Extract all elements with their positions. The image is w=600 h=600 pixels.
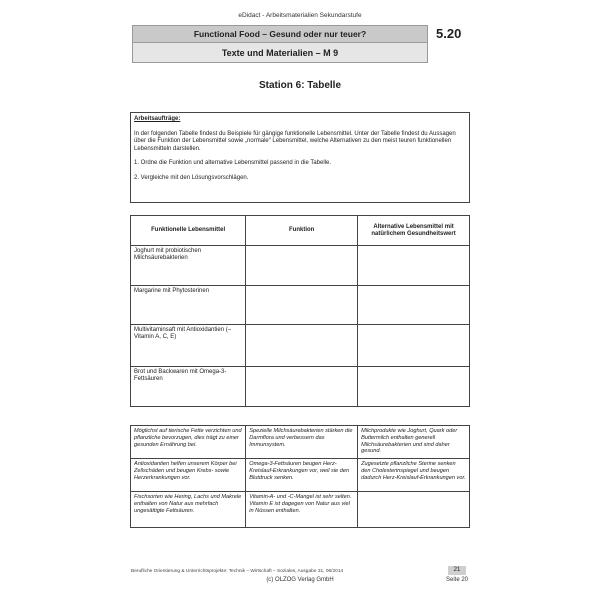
column-header: Funktion — [246, 216, 358, 246]
task-step-2: 2. Vergleiche mit den Lösungsvorschlägen. — [134, 174, 249, 181]
table-cell: Brot und Backwaren mit Omega-3-Fettsäuren — [131, 367, 246, 407]
table-row — [131, 286, 470, 325]
publisher-line: eDidact - Arbeitsmaterialien Sekundarstufe — [238, 12, 362, 19]
column-header: Funktionelle Lebensmittel — [131, 216, 246, 246]
table-cell: Joghurt mit probiotischen Milchsäurebakterien — [131, 246, 246, 286]
station-title: Station 6: Tabelle — [258, 80, 342, 91]
table-cell-empty — [358, 367, 470, 407]
task-step-1: 1. Ordne die Funktion und alternative Lebensmittel passend in die Tabelle. — [134, 160, 332, 167]
footer-page-badge: 21 — [448, 566, 466, 575]
solutions-row — [131, 492, 470, 528]
table-cell-empty — [246, 325, 358, 367]
table-cell: Margarine mit Phytosterinen — [131, 286, 246, 325]
header-title: Functional Food – Gesund oder nur teuer? — [132, 25, 428, 43]
food-table — [130, 215, 470, 407]
table-cell-empty — [358, 325, 470, 367]
solution-card-empty — [358, 492, 470, 528]
table-row — [131, 246, 470, 286]
solution-card: Spezielle Milchsäurebakterien stärken die Darmflora und verbessern das Immunsystem. — [246, 426, 358, 459]
solution-card: Vitamin-A- und -C-Mangel ist sehr selten. Vitamin E ist dagegen von Natur aus viel in Nüssen enthalten. — [246, 492, 358, 528]
solutions-row — [131, 426, 470, 459]
header-subtitle: Texte und Materialien – M 9 — [132, 43, 428, 63]
table-cell-empty — [358, 286, 470, 325]
section-number: 5.20 — [436, 26, 462, 41]
footer-copyright: (c) OLZOG Verlag GmbH — [266, 577, 334, 583]
table-cell-empty — [246, 367, 358, 407]
table-cell: Multivitaminsaft mit Antioxidantien (– Vitamin A, C, E) — [131, 325, 246, 367]
solution-card: Antioxidantien helfen unserem Körper bei Zellschäden und beugen Krebs- sowie Herzerkrankungen vor. — [131, 459, 246, 492]
solution-card: Möglichst auf tierische Fette verzichten und pflanzliche bevorzugen, dies trägt zu einer gesunden Ernährung bei. — [131, 426, 246, 459]
solutions-table — [130, 425, 470, 528]
table-cell-empty — [358, 246, 470, 286]
table-row — [131, 367, 470, 407]
task-heading: Arbeitsaufträge: — [134, 116, 181, 122]
solution-card: Zugesetzte pflanzliche Sterine senken den Cholesterinspiegel und beugen dadurch Herz-Kreislauf-Erkrankungen vor. — [358, 459, 470, 492]
column-header: Alternative Lebensmittel mit natürlichem Gesundheitswert — [358, 216, 470, 246]
footer-source: Berufliche Orientierung & Unterrichtsprojekte: Technik – Wirtschaft – Soziales, Ausgabe 31, 06/2014 — [131, 569, 344, 574]
table-cell-empty — [246, 246, 358, 286]
table-cell-empty — [246, 286, 358, 325]
solution-card: Omega-3-Fettsäuren beugen Herz-Kreislauf-Erkrankungen vor, weil sie den Blutdruck senken. — [246, 459, 358, 492]
header-box — [132, 25, 428, 63]
solution-card: Fischsorten wie Hering, Lachs und Makrele enthalten von Natur aus mehrfach ungesättigte Fettsäuren. — [131, 492, 246, 528]
footer-page-label: Seite 20 — [446, 577, 469, 583]
solutions-row — [131, 459, 470, 492]
table-row — [131, 325, 470, 367]
task-intro: In der folgenden Tabelle findest du Beispiele für gängige funktionelle Lebensmittel. Unter der Tabelle findest du Aussagen über die Funktion der Lebensmittel sowie „normale“ Lebensmittel, welche Alternativen zu den meist teuren funktionellen Lebensmitteln darstellen. — [134, 130, 456, 152]
solution-card: Milchprodukte wie Joghurt, Quark oder Buttermilch enthalten generell Milchsäurebakterien und sind daher gesund. — [358, 426, 470, 459]
task-box — [130, 112, 470, 203]
table-header-row — [131, 216, 470, 246]
